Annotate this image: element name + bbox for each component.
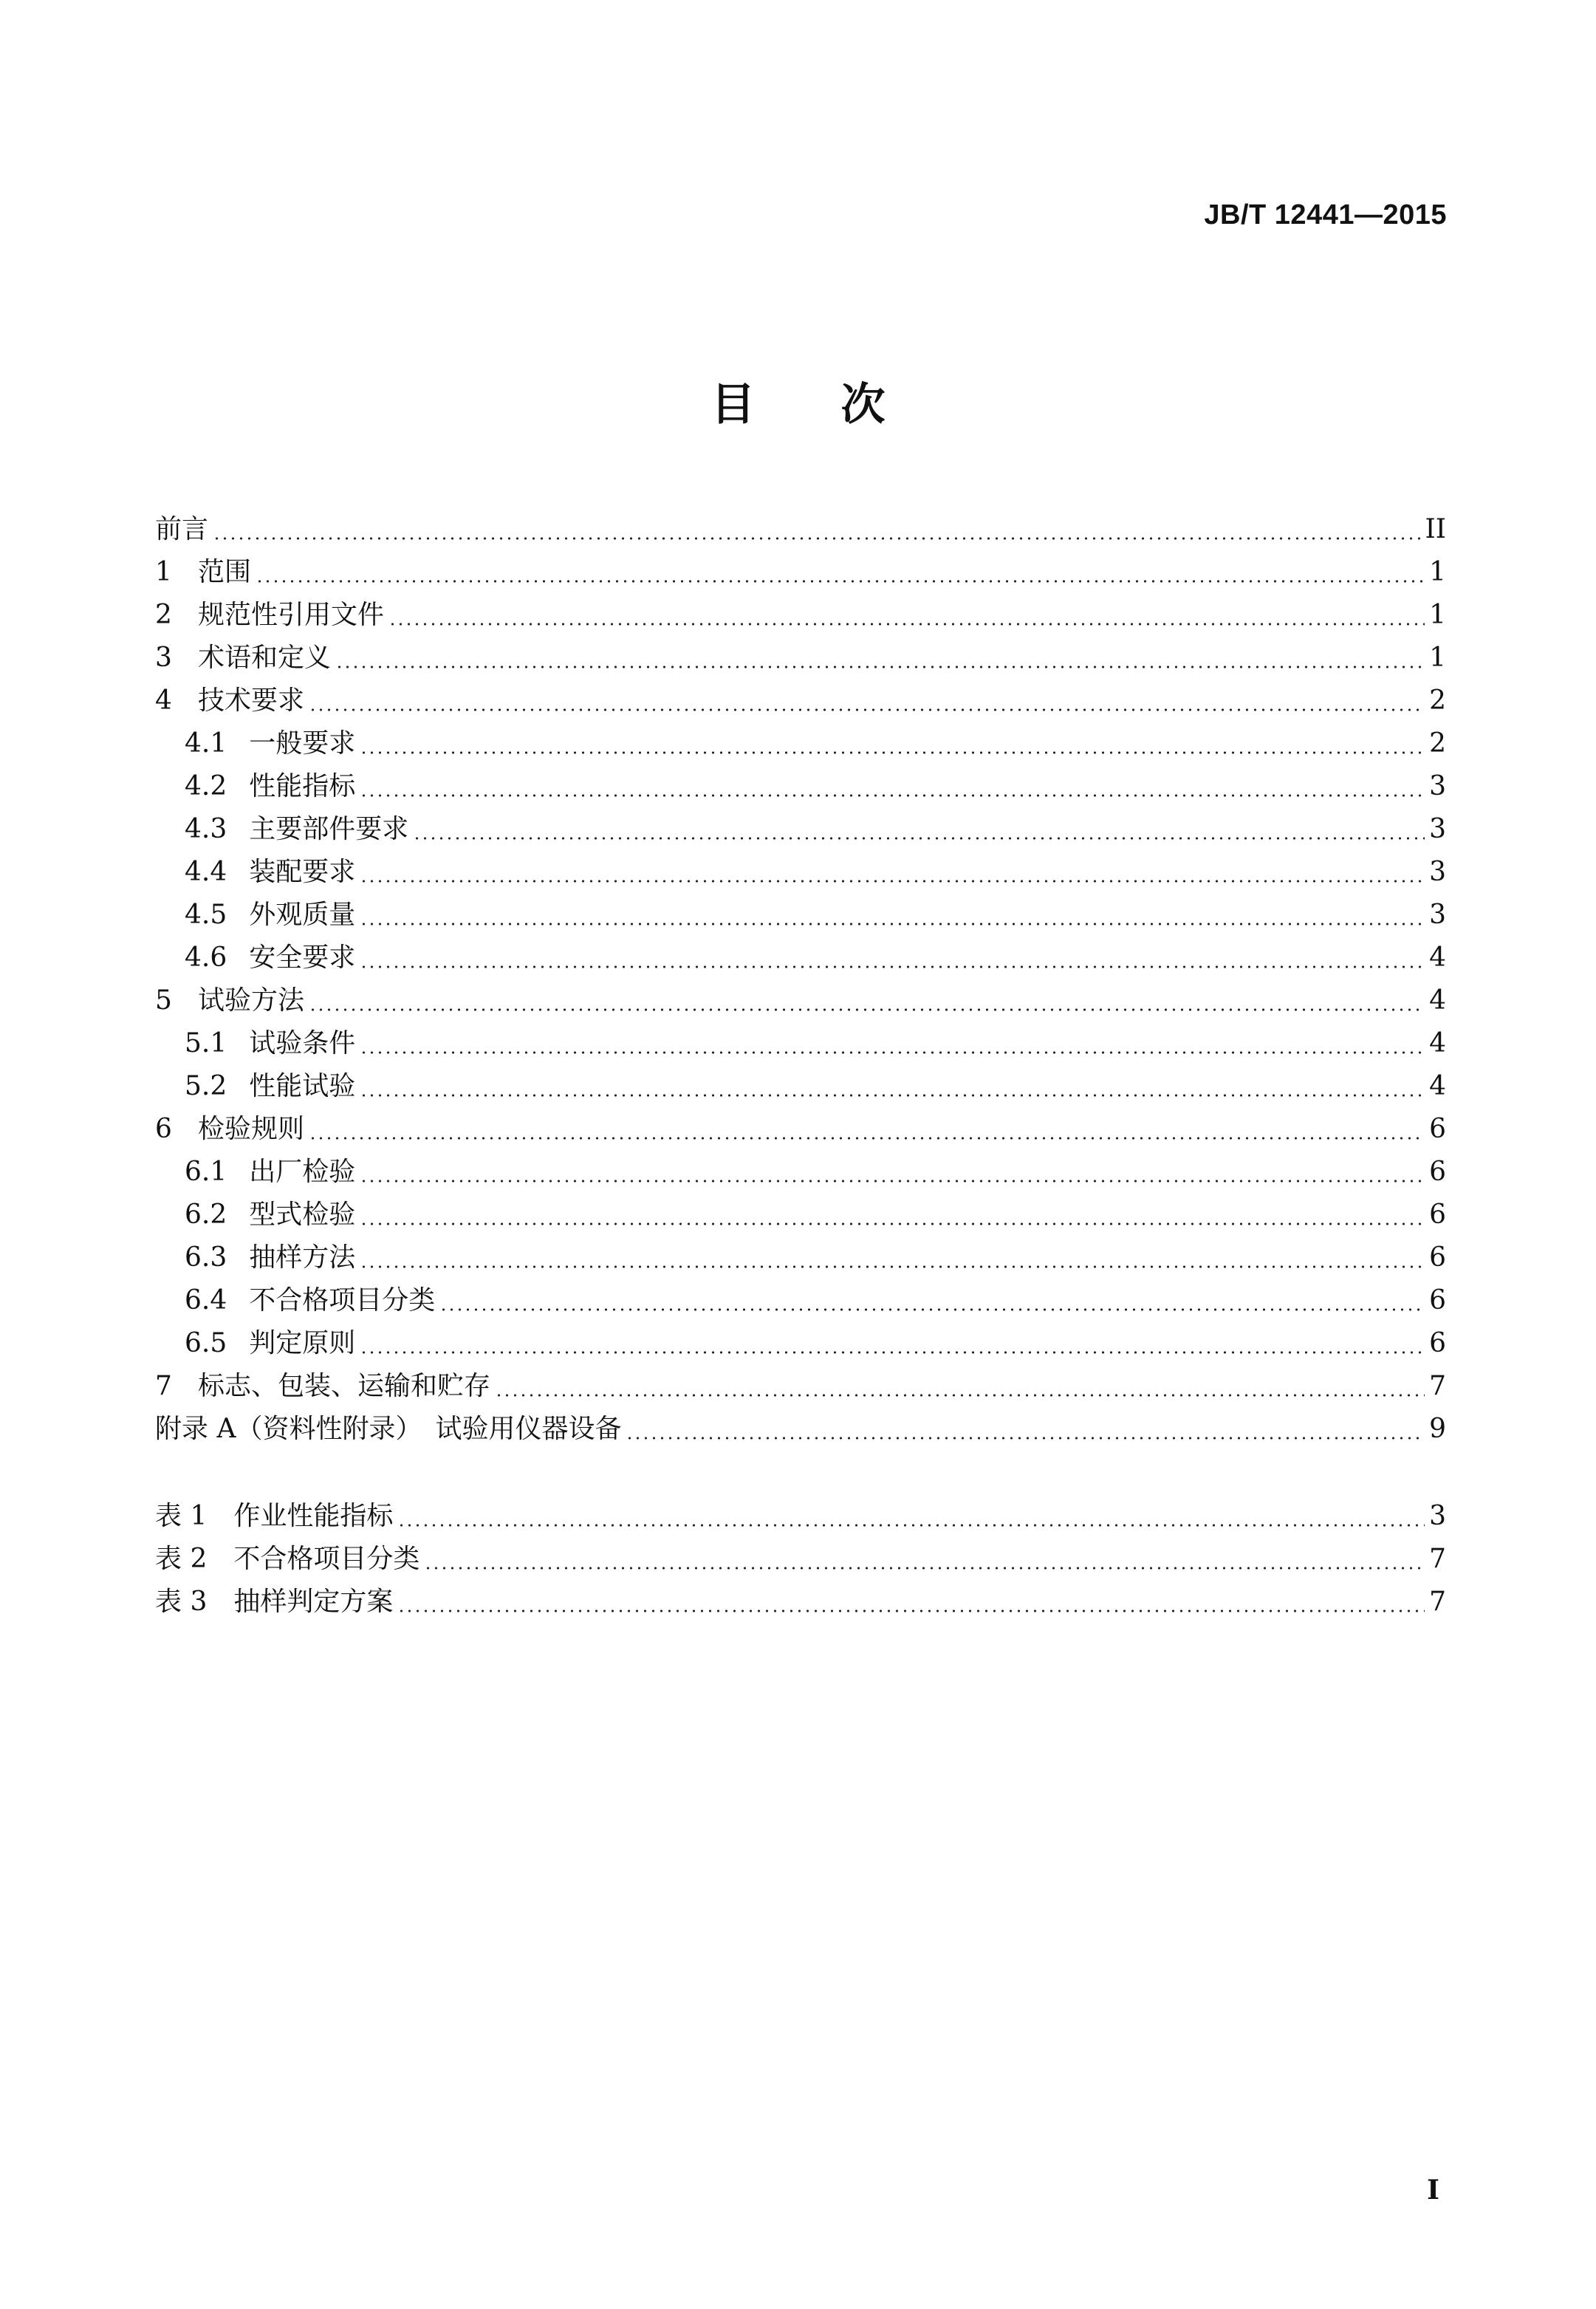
toc-entry[interactable]	[155, 1322, 1446, 1365]
toc-entry-page: 7	[1429, 1587, 1446, 1617]
dot-leader	[256, 569, 1425, 584]
dot-leader	[360, 1040, 1425, 1055]
toc-entry-number: 4.5	[185, 900, 227, 930]
dot-leader	[360, 783, 1425, 798]
dot-leader	[388, 612, 1425, 626]
toc-entry-page: 3	[1429, 857, 1446, 887]
dot-leader	[397, 1513, 1425, 1528]
toc-entry[interactable]	[155, 1065, 1446, 1108]
toc-entry[interactable]	[155, 1151, 1446, 1194]
toc-entry-number: 表 1	[155, 1501, 208, 1531]
toc-entry-title: 试验方法	[198, 985, 305, 1016]
toc-entry-title: 范围	[198, 557, 252, 587]
toc-entry-number: 6.3	[185, 1242, 227, 1273]
title-char-1: 目	[710, 379, 756, 431]
toc-entry-page: 1	[1429, 600, 1446, 630]
toc-entry-title: 标志、包装、运输和贮存	[198, 1371, 491, 1401]
toc-entry-title: 试验条件	[249, 1028, 356, 1058]
dot-leader	[397, 1598, 1425, 1613]
toc-entry-page: 6	[1429, 1114, 1446, 1144]
toc-entry-page: 1	[1429, 643, 1446, 673]
toc-entry-title: 抽样方法	[249, 1242, 356, 1273]
toc-entry-number: 表 3	[155, 1587, 208, 1617]
toc-entry-number: 4.6	[185, 943, 227, 973]
toc-entry-number: 4.1	[185, 728, 227, 759]
dot-leader	[360, 869, 1425, 883]
toc-entry-title: 性能试验	[249, 1071, 356, 1101]
toc-entry-title: 装配要求	[249, 857, 356, 887]
dot-leader	[213, 526, 1421, 541]
toc-entry-page: 4	[1429, 943, 1446, 973]
toc-entry[interactable]	[155, 1365, 1446, 1408]
dot-leader	[360, 1254, 1425, 1269]
toc-entry-title: 抽样判定方案	[233, 1587, 394, 1617]
toc-entry[interactable]	[155, 1408, 1446, 1451]
toc-entry[interactable]	[155, 594, 1446, 637]
title-char-2: 次	[840, 379, 886, 431]
toc-entry-title: 术语和定义	[198, 643, 332, 673]
toc-entry-number: 4.3	[185, 814, 227, 844]
toc-entry[interactable]	[155, 637, 1446, 680]
dot-leader	[360, 1340, 1425, 1355]
toc-entry-title: 性能指标	[249, 771, 356, 801]
toc-entry-page: 6	[1429, 1285, 1446, 1316]
toc-entry-page: 3	[1429, 900, 1446, 930]
list-of-tables	[155, 1495, 1446, 1624]
toc-entry[interactable]	[155, 551, 1446, 594]
toc-entry-title: 型式检验	[249, 1200, 356, 1230]
dot-leader	[439, 1297, 1425, 1312]
toc-entry-title: 规范性引用文件	[198, 600, 385, 630]
table-list-entry[interactable]	[155, 1581, 1446, 1624]
dot-leader	[309, 997, 1425, 1012]
toc-entry[interactable]	[155, 765, 1446, 808]
dot-leader	[626, 1426, 1425, 1440]
toc-entry-number: 7	[155, 1371, 172, 1401]
toc-entry-number: 4.4	[185, 857, 227, 887]
toc-entry[interactable]	[155, 979, 1446, 1022]
toc-entry[interactable]	[155, 1194, 1446, 1236]
toc-entry-title: 一般要求	[249, 728, 356, 759]
toc-entry[interactable]	[155, 508, 1446, 551]
dot-leader	[413, 826, 1425, 841]
dot-leader	[309, 697, 1425, 712]
toc-entry-number: 4	[155, 685, 172, 716]
toc-entry-title: 外观质量	[249, 900, 356, 930]
toc-entry-title: 技术要求	[198, 685, 305, 716]
toc-entry-number: 1	[155, 557, 172, 587]
dot-leader	[360, 954, 1425, 969]
toc-entry-title: 附录 A（资料性附录） 试验用仪器设备	[155, 1414, 622, 1444]
dot-leader	[360, 1083, 1425, 1098]
toc-entry-page: 6	[1429, 1157, 1446, 1187]
toc-entry[interactable]	[155, 937, 1446, 979]
standard-code: JB/T 12441—2015	[1204, 199, 1447, 230]
toc-entry[interactable]	[155, 808, 1446, 851]
dot-leader	[335, 654, 1425, 669]
dot-leader	[495, 1383, 1425, 1398]
toc-entry-page: 7	[1429, 1544, 1446, 1574]
toc-entry-title: 出厂检验	[249, 1157, 356, 1187]
toc-entry-title: 检验规则	[198, 1114, 305, 1144]
toc-entry-page: 6	[1429, 1328, 1446, 1358]
toc-entry-page: 1	[1429, 557, 1446, 587]
table-list-entry[interactable]	[155, 1538, 1446, 1581]
page-title	[0, 369, 1596, 433]
toc-entry-number: 4.2	[185, 771, 227, 801]
toc-entry-number: 6.4	[185, 1285, 227, 1316]
toc-entry-page: 3	[1429, 771, 1446, 801]
toc-entry-page: 3	[1429, 814, 1446, 844]
toc-entry[interactable]	[155, 894, 1446, 937]
toc-entry-page: 3	[1429, 1501, 1446, 1531]
toc-entry-number: 6	[155, 1114, 172, 1144]
table-list-entry[interactable]	[155, 1495, 1446, 1538]
toc-entry-number: 2	[155, 600, 172, 630]
toc-entry[interactable]	[155, 722, 1446, 765]
dot-leader	[360, 911, 1425, 926]
toc-entry-number: 6.1	[185, 1157, 227, 1187]
toc-entry[interactable]	[155, 1236, 1446, 1279]
dot-leader	[360, 1169, 1425, 1183]
toc-entry-page: 4	[1429, 1028, 1446, 1058]
toc-entry-number: 6.2	[185, 1200, 227, 1230]
toc-entry-number: 5	[155, 985, 172, 1016]
toc-entry-title: 作业性能指标	[233, 1501, 394, 1531]
toc-entry[interactable]	[155, 851, 1446, 894]
toc-entry-page: 7	[1429, 1371, 1446, 1401]
toc-entry-number: 5.2	[185, 1071, 227, 1101]
toc-entry-page: 6	[1429, 1200, 1446, 1230]
toc-entry-title: 不合格项目分类	[249, 1285, 436, 1316]
toc-entry-number: 6.5	[185, 1328, 227, 1358]
toc-entry-page: 4	[1429, 1071, 1446, 1101]
toc-entry-title: 安全要求	[249, 943, 356, 973]
toc-entry-page: 4	[1429, 985, 1446, 1016]
dot-leader	[309, 1126, 1425, 1140]
toc-entry-page: 9	[1429, 1414, 1446, 1444]
toc-entry-page: II	[1425, 514, 1446, 544]
toc-entry-page: 2	[1429, 728, 1446, 759]
toc-entry-title: 前言	[155, 514, 209, 544]
toc-entry-title: 主要部件要求	[249, 814, 409, 844]
toc-entry-number: 5.1	[185, 1028, 227, 1058]
toc-entry-title: 判定原则	[249, 1328, 356, 1358]
toc-entry[interactable]	[155, 1108, 1446, 1151]
toc-entry-number: 3	[155, 643, 172, 673]
table-of-contents	[155, 508, 1446, 1451]
dot-leader	[360, 740, 1425, 755]
page-number: I	[1427, 2175, 1439, 2206]
toc-entry[interactable]	[155, 680, 1446, 722]
toc-entry-title: 不合格项目分类	[233, 1544, 420, 1574]
dot-leader	[360, 1211, 1425, 1226]
toc-entry-page: 2	[1429, 685, 1446, 716]
toc-entry[interactable]	[155, 1279, 1446, 1322]
dot-leader	[424, 1556, 1425, 1570]
toc-entry[interactable]	[155, 1022, 1446, 1065]
toc-entry-number: 表 2	[155, 1544, 208, 1574]
toc-entry-page: 6	[1429, 1242, 1446, 1273]
